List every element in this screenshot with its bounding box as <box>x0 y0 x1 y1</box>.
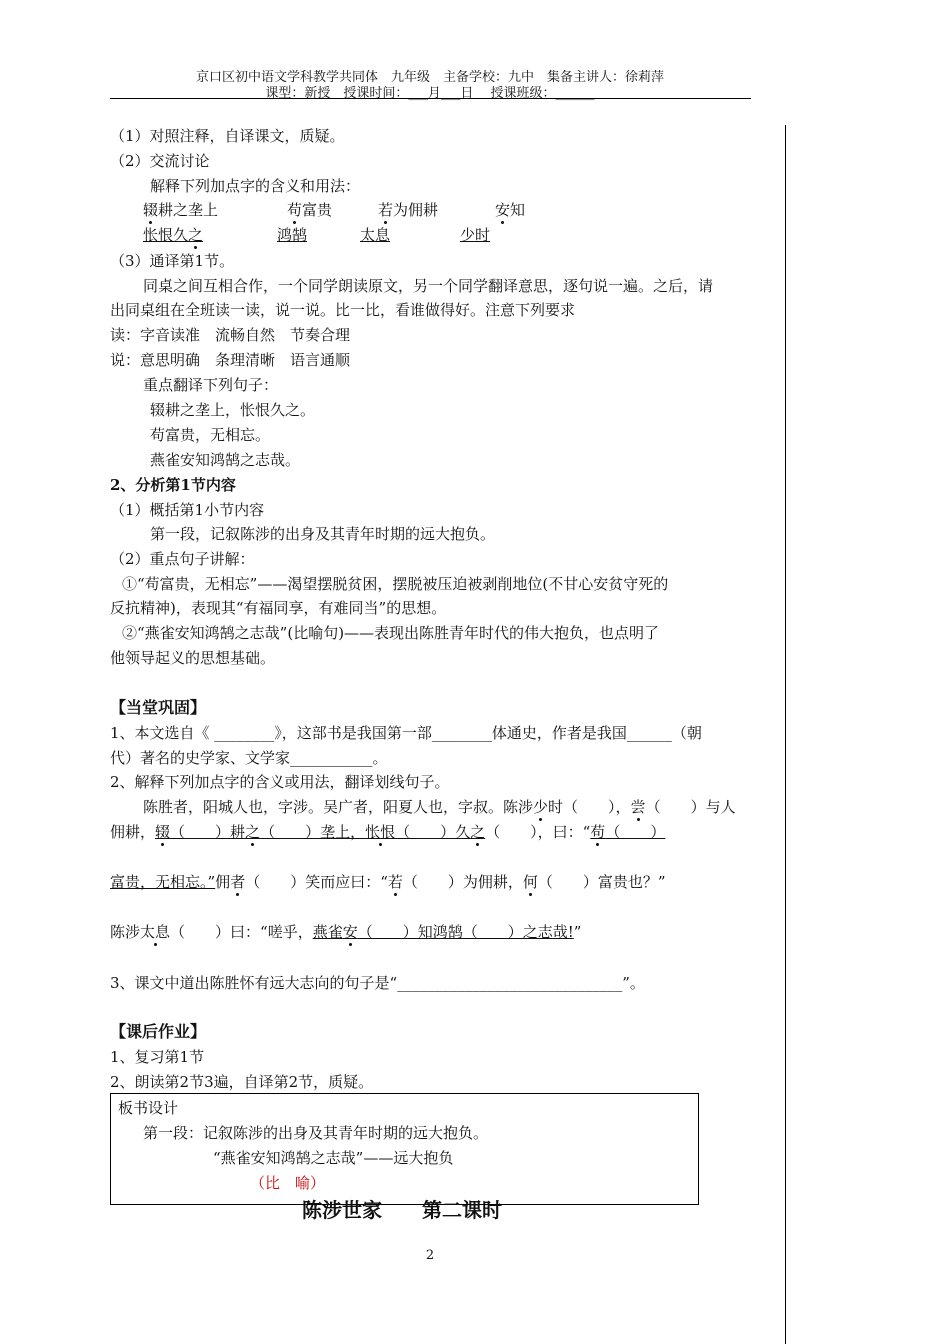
practice-q2: 2、解释下列加点字的含义或用法，翻译划线句子。 <box>110 773 450 791</box>
homework-title: 【课后作业】 <box>110 1022 207 1041</box>
section-2-summary: 第一段，记叙陈涉的出身及其青年时期的远大抱负。 <box>150 525 496 543</box>
practice-q1a: 1、本文选自《 ________》，这部书是我国第一部________体通史，作者是我国______（朝 <box>110 724 702 742</box>
analysis-2a: ②“燕雀安知鸿鹄之志哉”(比喻句)——表现出陈胜青年时代的伟大抱负，也点明了 <box>122 624 660 642</box>
translation-sentence-1: 辍耕之垄上，怅恨久之。 <box>150 401 316 419</box>
page-number: 2 <box>425 1248 435 1263</box>
translation-sentence-2: 苟富贵，无相忘。 <box>150 426 271 444</box>
analysis-1b: 反抗精神)，表现其“有福同享，有难同当”的思想。 <box>110 599 447 617</box>
say-requirements: 说：意思明确 条理清晰 语言通顺 <box>110 351 351 369</box>
header-line-2: 课型：新授 授课时间：___月___日 授课班级：______ <box>265 86 595 101</box>
translation-sentence-3: 燕雀安知鸿鹄之志哉。 <box>150 451 301 469</box>
analysis-1a: ①“苟富贵，无相忘”——渴望摆脱贫困，摆脱被压迫被剥削地位(不甘心安贫守死的 <box>122 575 669 593</box>
word-honghu: 鸿鹄 <box>277 226 308 244</box>
passage-line-4: 陈涉太息（ ）曰：“嗟乎，燕雀安（ ）知鸿鹄（ ）之志哉!” <box>110 923 582 941</box>
board-title: 板书设计 <box>118 1099 179 1117</box>
homework-item-2: 2、朗读第2节3遍，自译第2节，质疑。 <box>110 1073 374 1091</box>
word-shaoshi: 少时 <box>460 226 491 244</box>
header-line-1: 京口区初中语文学科教学共同体 九年级 主备学校：九中 集备主讲人：徐莉萍 <box>195 70 664 85</box>
step-2: （2）交流讨论 <box>110 152 210 170</box>
step-3: （3）通译第1节。 <box>110 252 235 270</box>
step-1: （1）对照注释，自译课文，质疑。 <box>110 127 345 145</box>
word-changhen: 怅恨久之 <box>143 226 204 244</box>
word-chuogeng: 辍耕之垄上 <box>143 201 219 219</box>
practice-q3: 3、课文中道出陈胜怀有远大志向的句子是“______________________________”。 <box>110 974 645 992</box>
board-line-3: （比 喻） <box>250 1174 326 1192</box>
header-rule <box>110 98 751 99</box>
word-taixi: 太息 <box>360 226 391 244</box>
board-line-2: “燕雀安知鸿鹄之志哉”——远大抱负 <box>213 1149 454 1167</box>
section-2-title: 2、分析第1节内容 <box>110 476 236 494</box>
word-anzhi: 安知 <box>495 201 526 219</box>
step-2-intro: 解释下列加点字的含义和用法： <box>150 177 361 195</box>
board-line-1: 第一段：记叙陈涉的出身及其青年时期的远大抱负。 <box>143 1124 489 1142</box>
analysis-2b: 他领导起义的思想基础。 <box>110 649 276 667</box>
next-lesson-title: 陈涉世家 第二课时 <box>302 1198 502 1222</box>
step-3-body-2: 出同桌组在全班读一读，说一说。比一比，看谁做得好。注意下列要求 <box>110 301 576 319</box>
section-2-item-1: （1）概括第1小节内容 <box>110 501 265 519</box>
homework-item-1: 1、复习第1节 <box>110 1048 205 1066</box>
practice-q1b: 代）著名的史学家、文学家___________。 <box>110 749 388 767</box>
read-requirements: 读：字音读准 流畅自然 节奏合理 <box>110 326 351 344</box>
practice-title: 【当堂巩固】 <box>110 698 207 717</box>
word-ruo: 若为佣耕 <box>378 201 439 219</box>
section-2-item-2: （2）重点句子讲解： <box>110 550 255 568</box>
passage-line-2: 佣耕，辍（ ）耕之（ ）垄上，怅恨（ ）久之（ ），曰：“苟（ ） <box>110 823 666 841</box>
step-3-body-1: 同桌之间互相合作，一个同学朗读原文，另一个同学翻译意思，逐句说一遍。之后，请 <box>143 277 714 295</box>
translation-intro: 重点翻译下列句子： <box>143 376 279 394</box>
passage-line-1: 陈胜者，阳城人也，字涉。吴广者，阳夏人也，字叔。陈涉少时（ ），尝（ ）与人 <box>143 798 736 816</box>
passage-line-3: 富贵，无相忘。”佣者（ ）笑而应曰：“若（ ）为佣耕，何（ ）富贵也？” <box>110 873 666 891</box>
word-gou: 苟富贵 <box>287 201 333 219</box>
margin-rule <box>785 125 786 1344</box>
